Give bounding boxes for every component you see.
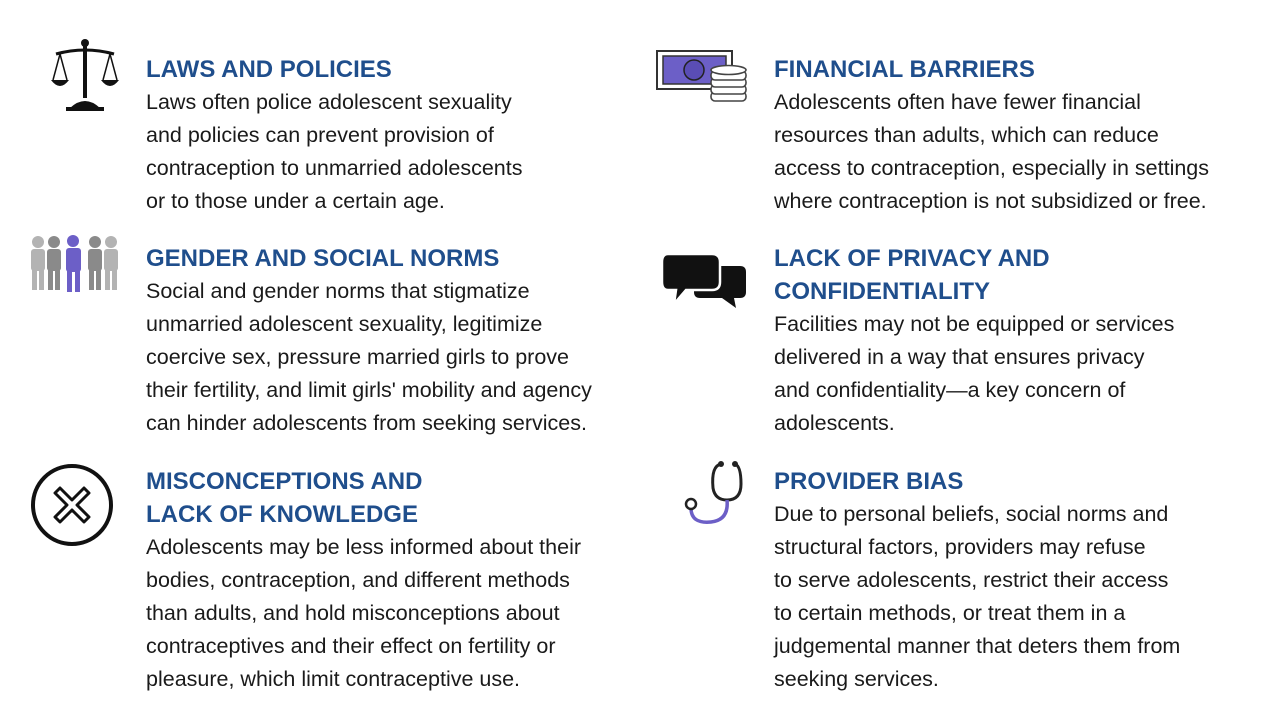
card-title: LACK OF KNOWLEDGE (146, 501, 418, 528)
card-body-line: to serve adolescents, restrict their access (774, 568, 1169, 592)
card-body-line: delivered in a way that ensures privacy (774, 345, 1145, 369)
card-title: GENDER AND SOCIAL NORMS (146, 245, 500, 272)
card-body-line: Adolescents may be less informed about their (146, 535, 582, 559)
card-body-line: contraceptives and their effect on fertility or (146, 634, 556, 658)
card-body-line: and confidentiality—a key concern of (774, 378, 1126, 402)
card-title: LACK OF PRIVACY AND (774, 245, 1050, 272)
card-body-line: adolescents. (774, 411, 895, 435)
card-body-line: their fertility, and limit girls' mobility and agency (146, 378, 592, 402)
card-body-line: Social and gender norms that stigmatize (146, 279, 530, 303)
card-title: MISCONCEPTIONS AND (146, 468, 423, 495)
card-body-line: Facilities may not be equipped or services (774, 312, 1175, 336)
card-misconceptions (146, 465, 581, 696)
card-title: CONFIDENTIALITY (774, 278, 990, 305)
card-body-line: seeking services. (774, 667, 939, 691)
card-body-line: access to contraception, especially in settings (774, 156, 1210, 180)
card-body-line: unmarried adolescent sexuality, legitimize (146, 312, 543, 336)
card-title: LAWS AND POLICIES (146, 56, 392, 83)
card-body-line: bodies, contraception, and different methods (146, 568, 570, 592)
speech-bubbles-icon (660, 252, 748, 312)
card-body-line: resources than adults, which can reduce (774, 123, 1159, 147)
scales-of-justice-icon (50, 38, 120, 112)
card-provider-bias (774, 465, 1180, 696)
card-gender-and-social-norms (146, 242, 592, 440)
card-body-line: and policies can prevent provision of (146, 123, 494, 147)
card-laws-and-policies (146, 53, 522, 218)
card-body-line: Adolescents often have fewer financial (774, 90, 1141, 114)
card-body-line: Laws often police adolescent sexuality (146, 90, 512, 114)
card-title: FINANCIAL BARRIERS (774, 56, 1035, 83)
card-body-line: Due to personal beliefs, social norms and (774, 502, 1169, 526)
card-lack-of-privacy (774, 242, 1174, 440)
card-body-line: contraception to unmarried adolescents (146, 156, 523, 180)
card-body-line: pleasure, which limit contraceptive use. (146, 667, 521, 691)
x-circle-icon (30, 463, 114, 547)
card-body-line: than adults, and hold misconceptions about (146, 601, 560, 625)
card-body-line: coercive sex, pressure married girls to prove (146, 345, 569, 369)
card-body-line: or to those under a certain age. (146, 189, 445, 213)
card-body-line: to certain methods, or treat them in a (774, 601, 1126, 625)
stethoscope-icon (683, 458, 751, 528)
card-body-line: where contraception is not subsidized or free. (774, 189, 1207, 213)
card-body-line: can hinder adolescents from seeking services. (146, 411, 587, 435)
card-financial-barriers (774, 53, 1209, 218)
people-group-icon (27, 234, 122, 294)
money-bill-coins-icon (655, 48, 750, 106)
card-body-line: structural factors, providers may refuse (774, 535, 1146, 559)
card-body-line: judgemental manner that deters them from (774, 634, 1181, 658)
card-title: PROVIDER BIAS (774, 468, 964, 495)
